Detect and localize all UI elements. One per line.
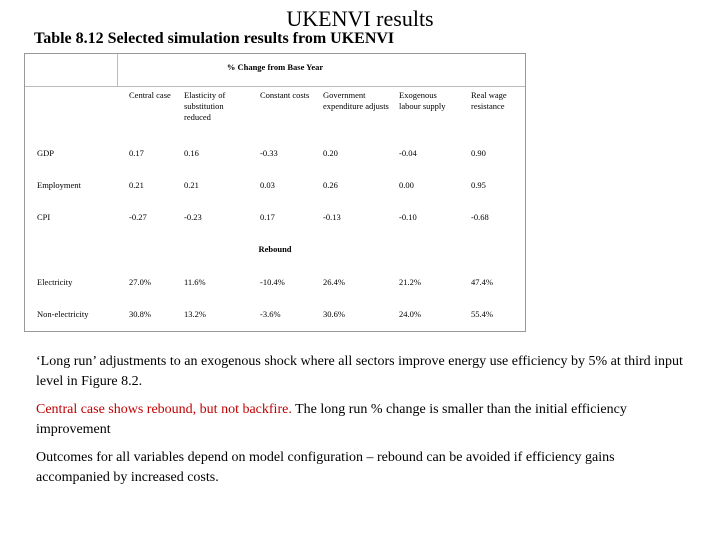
table-cell: 0.95 — [471, 180, 486, 190]
table-cell: 0.21 — [129, 180, 144, 190]
table-cell: 0.17 — [260, 212, 275, 222]
table-cell: -10.4% — [260, 277, 285, 287]
table-cell: -0.23 — [184, 212, 202, 222]
table-cell: 11.6% — [184, 277, 206, 287]
table-cell: 30.6% — [323, 309, 345, 319]
table-cell: 55.4% — [471, 309, 493, 319]
body-text: The long run % change is smaller than the initial efficiency improvement — [36, 402, 627, 437]
paragraph-long-run: ‘Long run’ adjustments to an exogenous shock where all sectors improve energy use efficiency by 5% at third input level in Figure 8.2. — [36, 354, 683, 389]
column-header: Constant costs — [260, 90, 310, 100]
paragraph-central-case — [36, 400, 686, 439]
row-label: CPI — [37, 212, 51, 222]
table-cell: -0.27 — [129, 212, 147, 222]
section-header-change: % Change from Base Year — [226, 62, 324, 72]
table-cell: 0.00 — [399, 180, 414, 190]
table-cell: 27.0% — [129, 277, 151, 287]
highlight-text: Central case shows rebound, but not backfire. — [36, 402, 292, 417]
table-cell: 0.26 — [323, 180, 338, 190]
table-cell: 47.4% — [471, 277, 493, 287]
table-cell: -0.68 — [471, 212, 489, 222]
table-cell: 0.21 — [184, 180, 199, 190]
paragraph-outcomes: Outcomes for all variables depend on model configuration – rebound can be avoided if efficiency gains accompanied by increased costs. — [36, 450, 615, 485]
row-label: Non-electricity — [37, 309, 89, 319]
row-label: GDP — [37, 148, 55, 158]
table-cell: -0.13 — [323, 212, 341, 222]
column-header: Exogenous labour supply — [399, 90, 446, 111]
column-header: Elasticity of substitution reduced — [184, 90, 226, 122]
slide-title: UKENVI results — [286, 6, 434, 31]
table-cell: 24.0% — [399, 309, 421, 319]
table-rule — [25, 86, 525, 87]
section-header-rebound: Rebound — [258, 244, 292, 254]
column-header: Central case — [129, 90, 171, 100]
row-label: Electricity — [37, 277, 73, 287]
table-cell: -0.10 — [399, 212, 417, 222]
table-cell: 30.8% — [129, 309, 151, 319]
table-cell: -3.6% — [260, 309, 281, 319]
table-cell: -0.33 — [260, 148, 278, 158]
table-cell: -0.04 — [399, 148, 417, 158]
table-cell: 26.4% — [323, 277, 345, 287]
table-cell: 0.16 — [184, 148, 199, 158]
table-cell: 0.17 — [129, 148, 144, 158]
table-cell: 0.20 — [323, 148, 338, 158]
table-caption: Table 8.12 Selected simulation results from UKENVI — [34, 30, 395, 47]
column-header: Government expenditure adjusts — [323, 90, 389, 111]
table-cell: 21.2% — [399, 277, 421, 287]
column-header: Real wage resistance — [471, 90, 507, 111]
row-label: Employment — [37, 180, 81, 190]
table-cell: 0.90 — [471, 148, 486, 158]
results-table — [24, 53, 526, 332]
table-cell: 13.2% — [184, 309, 206, 319]
table-cell: 0.03 — [260, 180, 275, 190]
